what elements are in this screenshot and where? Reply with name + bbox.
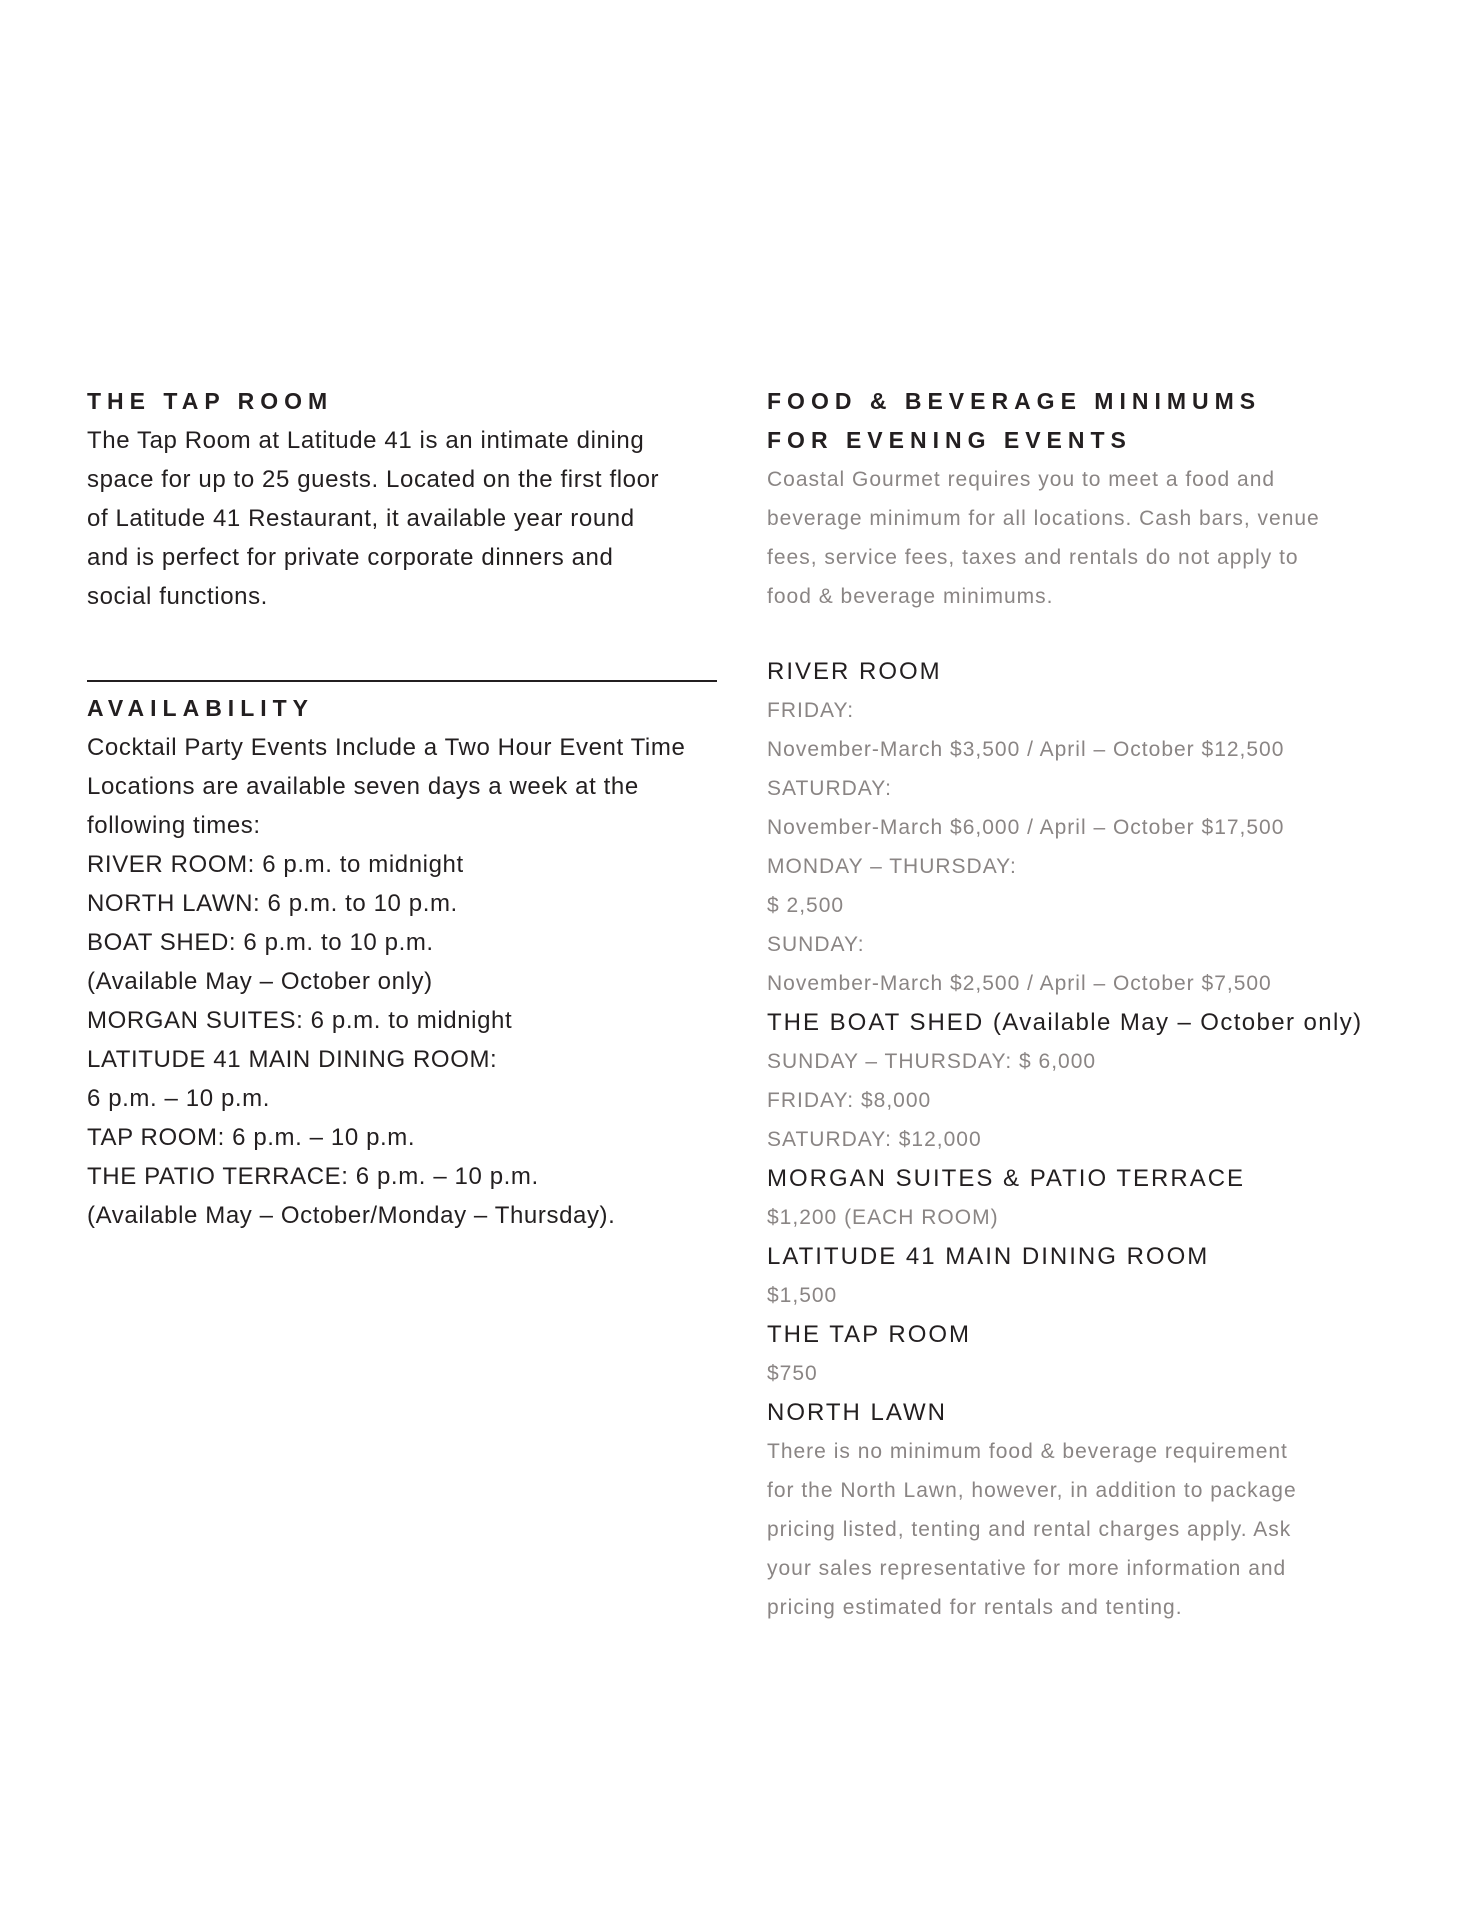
river-room-title: RIVER ROOM — [767, 658, 942, 685]
boat-shed-title — [767, 1003, 1427, 1042]
tap-room-line: social functions. — [87, 583, 268, 610]
north-lawn-line: pricing estimated for rentals and tenting. — [767, 1596, 1183, 1619]
morgan-suites-price: $1,200 (EACH ROOM) — [767, 1206, 999, 1229]
pricing-line: SATURDAY: $12,000 — [767, 1128, 982, 1151]
intro-line: food & beverage minimums. — [767, 585, 1054, 608]
pricing-line: November-March $6,000 / April – October $17,500 — [767, 816, 1285, 839]
availability-line: MORGAN SUITES: 6 p.m. to midnight — [87, 1007, 513, 1034]
boat-shed-title-text: THE BOAT SHED — [767, 1009, 985, 1036]
pricing-line: November-March $3,500 / April – October $12,500 — [767, 738, 1285, 761]
minimums-heading — [767, 382, 1427, 460]
availability-line: THE PATIO TERRACE: 6 p.m. – 10 p.m. — [87, 1163, 539, 1190]
availability-line: NORTH LAWN: 6 p.m. to 10 p.m. — [87, 890, 458, 917]
availability-heading: AVAILABILITY — [87, 695, 315, 721]
pricing-line: FRIDAY: $8,000 — [767, 1089, 932, 1112]
availability-line: LATITUDE 41 MAIN DINING ROOM: — [87, 1046, 498, 1073]
pricing-line: SUNDAY – THURSDAY: $ 6,000 — [767, 1050, 1097, 1073]
tap-room-title: THE TAP ROOM — [767, 1321, 972, 1348]
intro-line: fees, service fees, taxes and rentals do not apply to — [767, 546, 1299, 569]
north-lawn-line: pricing listed, tenting and rental charges apply. Ask — [767, 1518, 1292, 1541]
main-dining-title: LATITUDE 41 MAIN DINING ROOM — [767, 1243, 1210, 1270]
availability-line: Cocktail Party Events Include a Two Hour Event Time — [87, 734, 686, 761]
boat-shed-note: (Available May – October only) — [992, 1009, 1363, 1036]
pricing-line: FRIDAY: — [767, 699, 855, 722]
availability-line: following times: — [87, 812, 261, 839]
minimums-intro — [767, 460, 1427, 616]
north-lawn-line: There is no minimum food & beverage requirement — [767, 1440, 1288, 1463]
main-dining-price: $1,500 — [767, 1284, 838, 1307]
availability-line: 6 p.m. – 10 p.m. — [87, 1085, 271, 1112]
boat-shed-pricing — [767, 1042, 1427, 1159]
north-lawn-line: your sales representative for more information and — [767, 1557, 1287, 1580]
pricing-line: SUNDAY: — [767, 933, 865, 956]
availability-line: (Available May – October only) — [87, 968, 433, 995]
right-column — [767, 382, 1427, 1627]
morgan-suites-title: MORGAN SUITES & PATIO TERRACE — [767, 1165, 1246, 1192]
north-lawn-description — [767, 1432, 1427, 1627]
north-lawn-title: NORTH LAWN — [767, 1399, 948, 1426]
north-lawn-line: for the North Lawn, however, in addition to package — [767, 1479, 1297, 1502]
section-divider — [87, 680, 717, 682]
tap-room-heading: THE TAP ROOM — [87, 388, 334, 414]
minimums-heading-line: FOOD & BEVERAGE MINIMUMS — [767, 388, 1262, 414]
tap-room-line: of Latitude 41 Restaurant, it available year round — [87, 505, 635, 532]
tap-room-line: The Tap Room at Latitude 41 is an intimate dining — [87, 427, 645, 454]
intro-line: beverage minimum for all locations. Cash bars, venue — [767, 507, 1320, 530]
pricing-line: SATURDAY: — [767, 777, 892, 800]
tap-room-line: space for up to 25 guests. Located on the first floor — [87, 466, 660, 493]
availability-line: RIVER ROOM: 6 p.m. to midnight — [87, 851, 464, 878]
left-column — [87, 382, 717, 1235]
tap-room-price: $750 — [767, 1362, 818, 1385]
availability-list — [87, 728, 717, 1235]
pricing-line: November-March $2,500 / April – October $7,500 — [767, 972, 1272, 995]
tap-room-description — [87, 421, 717, 616]
availability-line: BOAT SHED: 6 p.m. to 10 p.m. — [87, 929, 434, 956]
availability-line: TAP ROOM: 6 p.m. – 10 p.m. — [87, 1124, 416, 1151]
river-room-pricing — [767, 691, 1427, 1003]
availability-line: (Available May – October/Monday – Thursday). — [87, 1202, 616, 1229]
minimums-heading-line: FOR EVENING EVENTS — [767, 427, 1132, 453]
pricing-line: $ 2,500 — [767, 894, 845, 917]
availability-line: Locations are available seven days a week at the — [87, 773, 639, 800]
pricing-line: MONDAY – THURSDAY: — [767, 855, 1017, 878]
intro-line: Coastal Gourmet requires you to meet a food and — [767, 468, 1276, 491]
tap-room-line: and is perfect for private corporate dinners and — [87, 544, 614, 571]
